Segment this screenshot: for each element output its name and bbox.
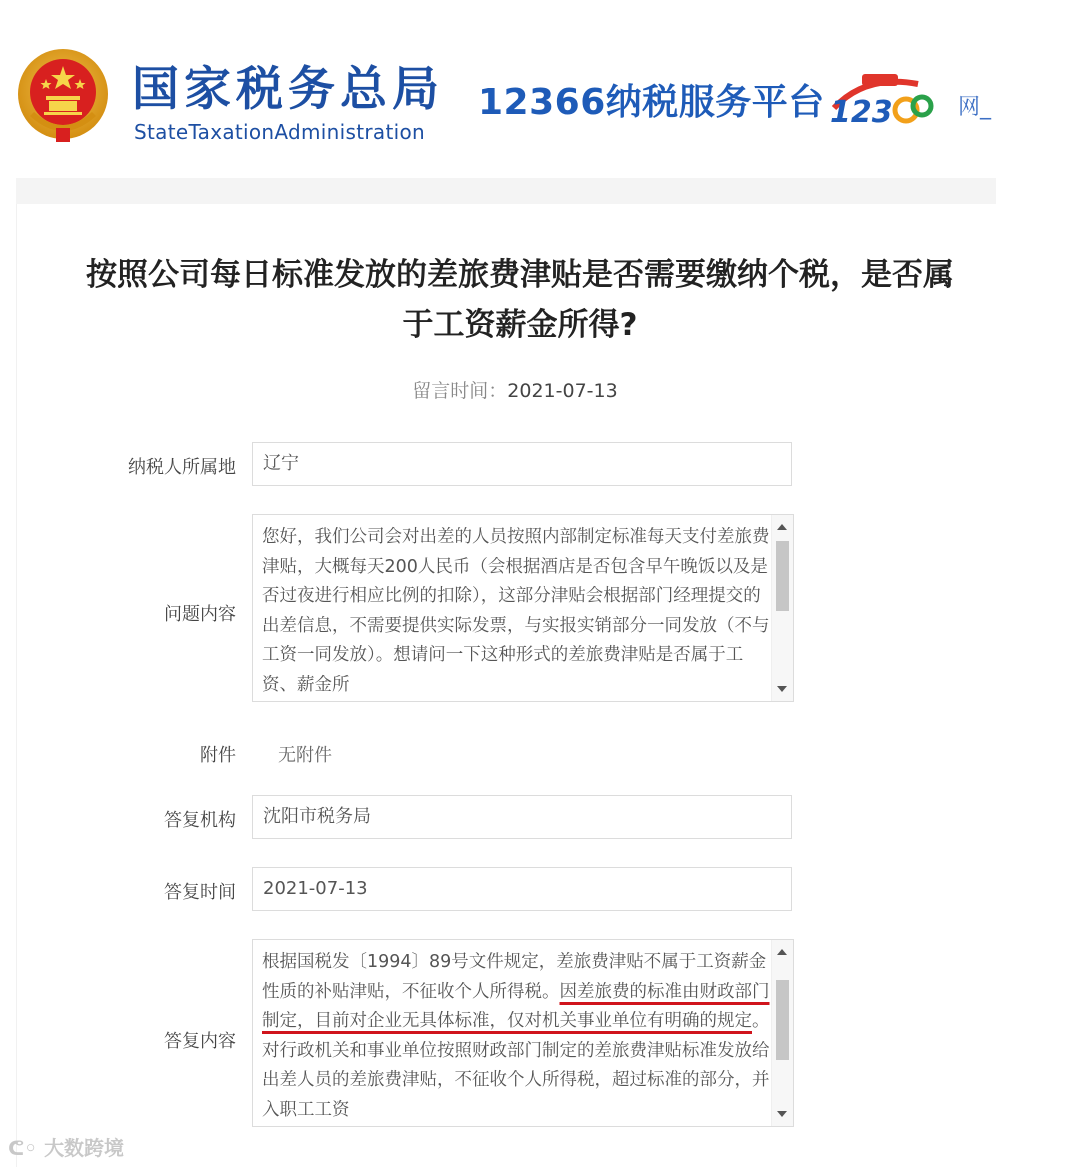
attachment-label: 附件 (200, 745, 236, 766)
12366-logo-icon[interactable] (826, 70, 936, 140)
national-emblem-icon (16, 46, 110, 146)
org-name-cn: 国家税务总局 (132, 62, 444, 117)
question-title (0, 250, 1040, 350)
location-field[interactable]: 辽宁 (252, 442, 792, 486)
scroll-up-arrow-icon[interactable] (777, 524, 787, 530)
scroll-thumb[interactable] (776, 541, 789, 611)
reply-time-label: 答复时间 (164, 882, 236, 903)
message-time-label: 留言时间： (412, 380, 508, 402)
reply-text-highlighted: 因差旅费的标准由财政部门制定，目前对企业无具体标准，仅对机关事业单位有明确的规定 (262, 981, 770, 1031)
card-top-strip (16, 178, 996, 204)
attachment-value: 无附件 (278, 745, 332, 766)
scroll-down-arrow-icon[interactable] (777, 1111, 787, 1117)
question-scrollbar[interactable] (771, 515, 793, 701)
site-header (0, 0, 1080, 170)
reply-text-part-1: 根据国税发〔1994〕89号文件规定，差旅费津贴不属于工资薪金性质的补贴津贴，不征收个人所得税。 (262, 952, 767, 1002)
org-name-en: StateTaxationAdministration (134, 120, 425, 144)
scroll-up-arrow-icon[interactable] (777, 949, 787, 955)
reply-content-label: 答复内容 (164, 1031, 236, 1052)
question-content-label: 问题内容 (164, 604, 236, 625)
question-title-line-2: 于工资薪金所得? (402, 307, 638, 343)
question-content-textarea[interactable] (252, 514, 794, 702)
watermark-text (8, 1132, 124, 1161)
platform-name[interactable]: 12366纳税服务平台 (478, 82, 825, 123)
location-label: 纳税人所属地 (128, 457, 236, 478)
reply-content-textarea[interactable] (252, 939, 794, 1127)
reply-time-field[interactable]: 2021-07-13 (252, 867, 792, 911)
logo-number: 123 (830, 95, 893, 130)
question-title-line-1: 按照公司每日标准发放的差旅费津贴是否需要缴纳个税，是否属 (86, 257, 954, 293)
reply-agency-label: 答复机构 (164, 810, 236, 831)
reply-agency-field[interactable]: 沈阳市税务局 (252, 795, 792, 839)
reply-text-part-2: 。对行政机关和事业单位按照财政部门制定的差旅费津贴标准发放给出差人员的差旅费津贴，不征收个人所得税，超过标准的部分，并入职工工资 (262, 1011, 770, 1120)
reply-scrollbar[interactable] (771, 940, 793, 1126)
message-time (0, 376, 1030, 403)
scroll-down-arrow-icon[interactable] (777, 686, 787, 692)
watermark-label: 大数跨境 (44, 1136, 125, 1160)
reply-content-text (262, 948, 772, 1125)
message-time-value: 2021-07-13 (507, 380, 618, 402)
question-content-text: 您好，我们公司会对出差的人员按照内部制定标准每天支付差旅费津贴，大概每天200人民币（会根据酒店是否包含早午晚饭以及是否过夜进行相应比例的扣除），这部分津贴会根据部门经理提交的出差信息，不需要提供实际发票，与实报实销部分一同发放（不与工资一同发放）。想请问一下这种形式的差旅费津贴是否属于工资、薪金所 (262, 527, 770, 695)
watermark-logo-icon: ᕦ◦ (8, 1136, 45, 1160)
scroll-thumb[interactable] (776, 980, 789, 1060)
nav-link[interactable]: 网_ (958, 95, 992, 120)
